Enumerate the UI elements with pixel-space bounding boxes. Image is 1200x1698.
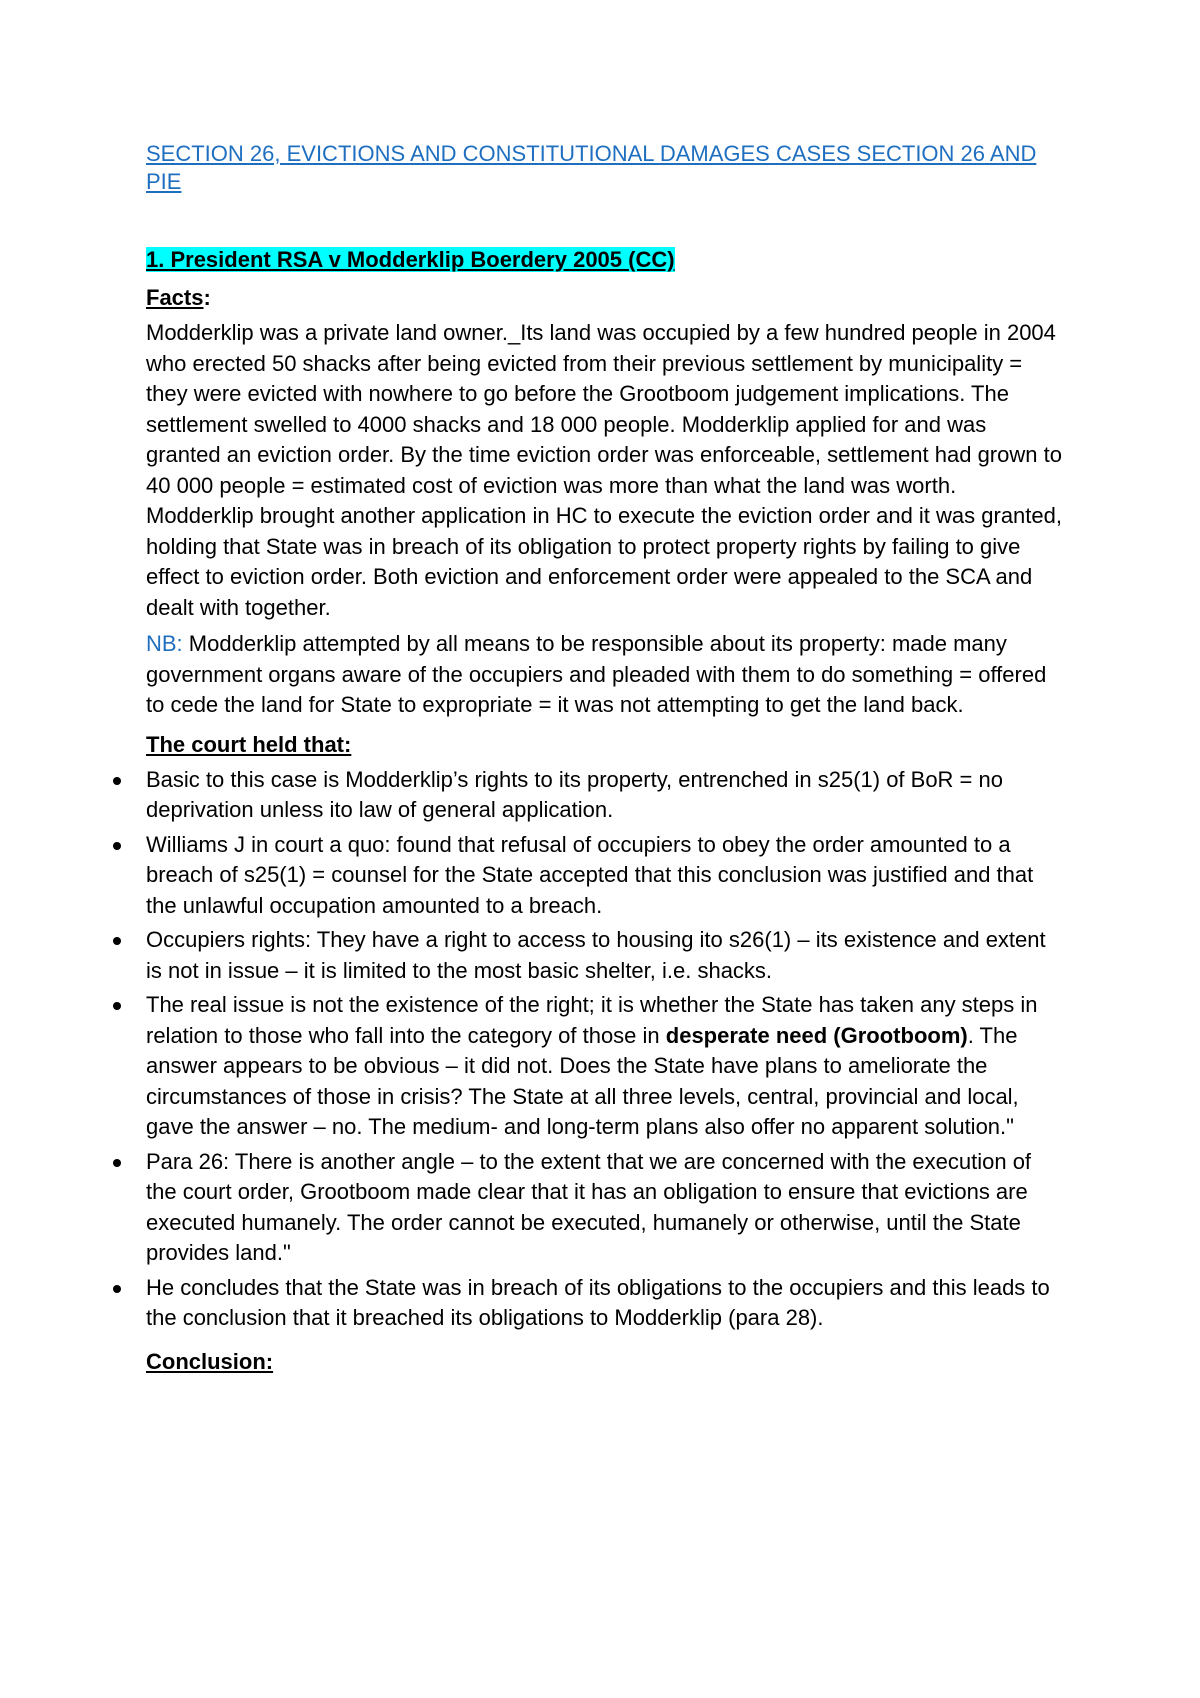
facts-paragraph: Modderklip was a private land owner._Its land was occupied by a few hundred people in 2004 who erected 50 shacks after being evicted from their previous settlement by municipality = they were evicted with nowhere to go before the Grootboom judgement implications. The settlement swelled to 4000 shacks and 18 000 people. Modderklip applied for and was granted an eviction order. By the time eviction order was enforceable, settlement had grown to 40 000 people = estimated cost of eviction was more than what the land was worth. Modderklip brought another application in HC to execute the eviction order and it was granted, holding that State was in breach of its obligation to protect property rights by failing to give effect to eviction order. Both eviction and enforcement order were appealed to the SCA and dealt with together. [146, 320, 1062, 620]
list-item [146, 1273, 1066, 1334]
nb-text: Modderklip attempted by all means to be responsible about its property: made many government organs aware of the occupiers and pleaded with them to do something = offered to cede the land for State to expropriate = it was not attempting to get the land back. [146, 631, 1047, 717]
bullet-text: He concludes that the State was in breach of its obligations to the occupiers and this leads to the conclusion that it breached its obligations to Modderklip (para 28). [146, 1274, 1050, 1330]
conclusion-label: Conclusion: [146, 1348, 274, 1374]
conclusion-heading [146, 1338, 1066, 1376]
bullet-emphasis-desperate-need: desperate need [665, 1022, 828, 1048]
bullet-text: Williams J in court a quo: found that refusal of occupiers to obey the order amounted to a breach of s25(1) = counsel for the State accepted that this conclusion was justified and that the unlawful occupation amounted to a breach. [146, 831, 1034, 918]
list-item [146, 765, 1066, 826]
nb-paragraph [146, 629, 1066, 721]
bullet-icon [113, 842, 121, 850]
section-title: SECTION 26, EVICTIONS AND CONSTITUTIONAL DAMAGES CASES SECTION 26 AND PIE [146, 141, 1037, 194]
list-item [146, 830, 1066, 922]
facts-heading [146, 274, 1066, 312]
bullet-text: Occupiers rights: They have a right to access to housing ito s26(1) – its existence and extent is not in issue – it is limited to the most basic shelter, i.e. shacks. [146, 927, 1046, 983]
bullet-text: Basic to this case is Modderklip’s rights to its property, entrenched in s25(1) of BoR = no deprivation unless ito law of general application. [146, 766, 1003, 822]
held-label: The court held that: [146, 731, 352, 757]
bullet-text-after: . The answer appears to be obvious – it did not. Does the State have plans to ameliorate the circumstances of those in crisis? The State at all three levels, central, provincial and local, gave the answer – no. The medium- and long-term plans also offer no apparent solution." [146, 1022, 1019, 1139]
bullet-icon [113, 777, 121, 785]
nb-label: NB: [146, 631, 183, 656]
facts-label: Facts [146, 285, 204, 310]
bullet-text-before: The real issue is not the existence of the right; it is whether the State has taken any steps in relation to those who fall into the category of those in [146, 992, 1038, 1048]
bullet-icon [113, 937, 121, 945]
bullet-text: Para 26: There is another angle – to the extent that we are concerned with the execution of the court order, Grootboom made clear that it has an obligation to ensure that evictions are executed humanely. The order cannot be executed, humanely or otherwise, until the State provides land." [146, 1148, 1032, 1265]
held-bullet-list [146, 765, 1066, 1334]
list-item [146, 1147, 1066, 1269]
document-page [146, 140, 1066, 1376]
held-heading [146, 721, 1066, 759]
list-item [146, 990, 1066, 1143]
bullet-icon [113, 1159, 121, 1167]
case-title-highlight: 1. President RSA v Modderklip Boerdery 2005 (CC) [146, 247, 675, 272]
bullet-emphasis-grootboom: (Grootboom) [833, 1022, 968, 1048]
bullet-icon [113, 1285, 121, 1293]
case-title [146, 246, 1066, 274]
facts-colon: : [203, 285, 211, 310]
list-item [146, 925, 1066, 986]
bullet-icon [113, 1002, 121, 1010]
